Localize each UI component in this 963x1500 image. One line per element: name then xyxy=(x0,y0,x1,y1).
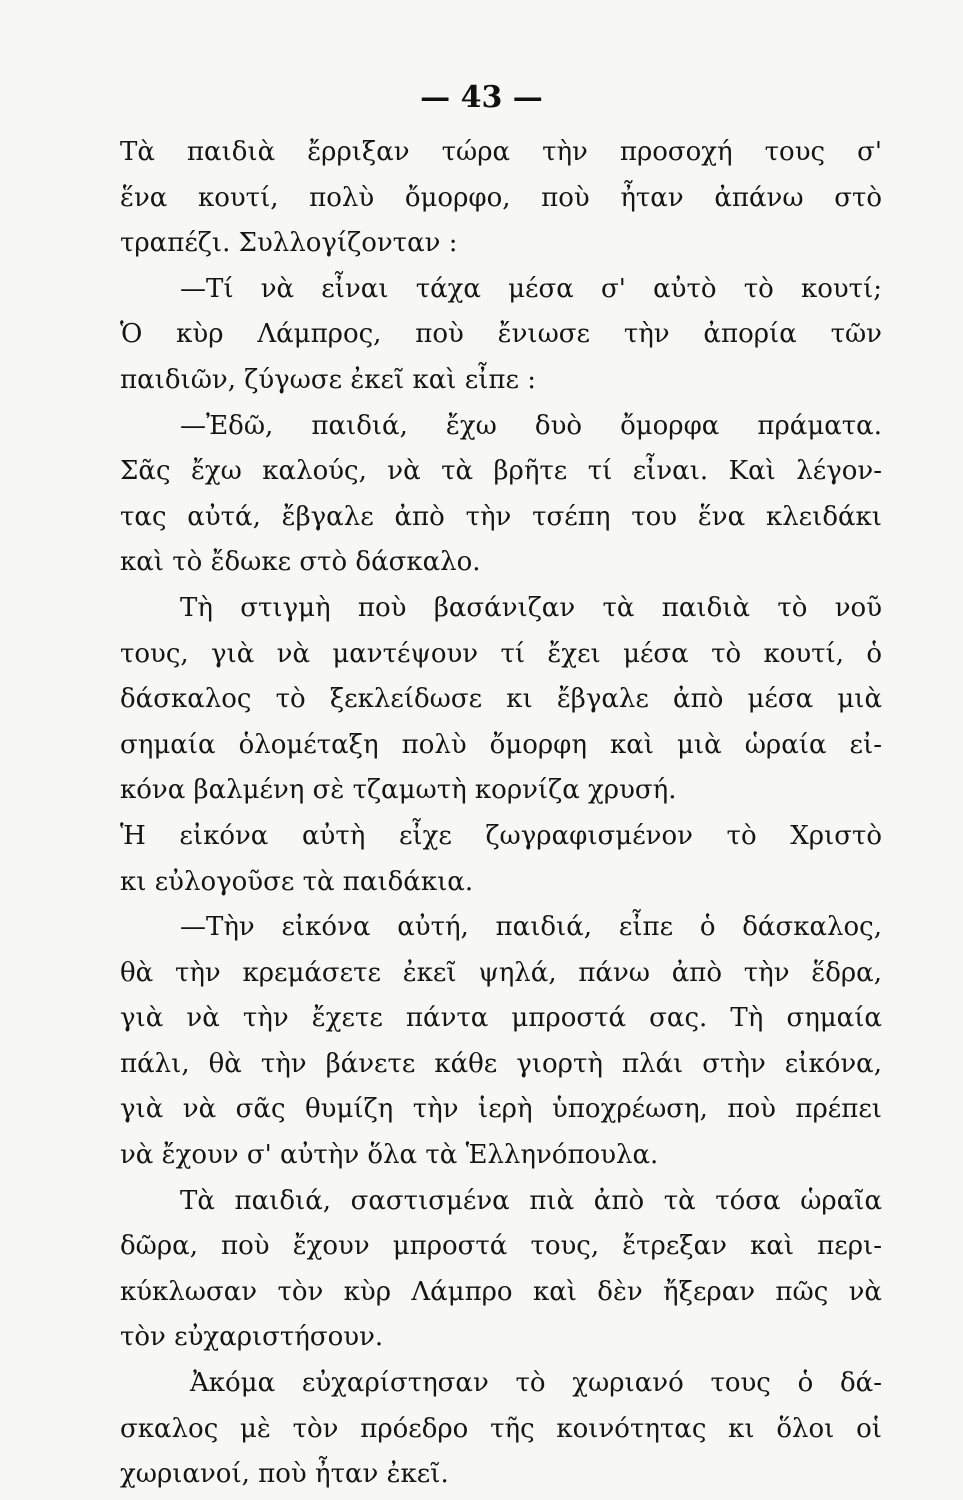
page-number: — 43 — xyxy=(420,80,543,115)
text-line: —Τί νὰ εἶναι τάχα μέσα σ' αὐτὸ τὸ κουτί; xyxy=(180,273,882,304)
text-line: πάλι, θὰ τὴν βάνετε κάθε γιορτὴ πλάι στὴν εἰκόνα, xyxy=(120,1048,882,1079)
text-line: τους, γιὰ νὰ μαντέψουν τί ἔχει μέσα τὸ κουτί, ὁ xyxy=(120,638,882,669)
text-line: Σᾶς ἔχω καλούς, νὰ τὰ βρῆτε τί εἶναι. Καὶ λέγον- xyxy=(120,456,882,487)
text-line: νὰ ἔχουν σ' αὐτὴν ὅλα τὰ Ἑλληνόπουλα. xyxy=(120,1140,659,1171)
text-line: σημαία ὁλομέταξη πολὺ ὄμορφη καὶ μιὰ ὡραία εἰ- xyxy=(120,729,882,760)
page-text xyxy=(120,130,882,1498)
text-line: δάσκαλος τὸ ξεκλείδωσε κι ἔβγαλε ἀπὸ μέσα μιὰ xyxy=(120,684,882,715)
text-line: Τὰ παιδιὰ ἔρριξαν τώρα τὴν προσοχή τους σ' xyxy=(120,137,882,167)
text-line: σκαλος μὲ τὸν πρόεδρο τῆς κοινότητας κι ὅλοι οἱ xyxy=(120,1413,882,1444)
text-line: Ἡ εἰκόνα αὐτὴ εἶχε ζωγραφισμένον τὸ Χριστὸ xyxy=(120,820,882,851)
text-line: τας αὐτά, ἔβγαλε ἀπὸ τὴν τσέπη του ἕνα κλειδάκι xyxy=(120,501,882,532)
text-line: δῶρα, ποὺ ἔχουν μπροστά τους, ἔτρεξαν καὶ περι- xyxy=(120,1231,882,1262)
text-line: καὶ τὸ ἔδωκε στὸ δάσκαλο. xyxy=(120,547,481,578)
text-line: Τὴ στιγμὴ ποὺ βασάνιζαν τὰ παιδιὰ τὸ νοῦ xyxy=(180,592,882,623)
text-line: γιὰ νὰ σᾶς θυμίζη τὴν ἱερὴ ὑποχρέωση, ποὺ πρέπει xyxy=(120,1094,882,1125)
text-line: γιὰ νὰ τὴν ἔχετε πάντα μπροστά σας. Τὴ σημαία xyxy=(120,1003,882,1034)
text-line: τὸν εὐχαριστήσουν. xyxy=(120,1322,384,1353)
text-line: χωριανοί, ποὺ ἦταν ἐκεῖ. xyxy=(120,1459,449,1490)
text-line: κόνα βαλμένη σὲ τζαμωτὴ κορνίζα χρυσή. xyxy=(120,775,677,806)
text-line: κι εὐλογοῦσε τὰ παιδάκια. xyxy=(120,866,474,897)
text-line: Τὰ παιδιά, σαστισμένα πιὰ ἀπὸ τὰ τόσα ὡραῖα xyxy=(180,1185,882,1216)
text-line: Ἀκόμα εὐχαρίστησαν τὸ χωριανό τους ὁ δά- xyxy=(190,1368,882,1399)
text-line: τραπέζι. Συλλογίζονταν : xyxy=(120,228,458,259)
text-line: θὰ τὴν κρεμάσετε ἐκεῖ ψηλά, πάνω ἀπὸ τὴν ἕδρα, xyxy=(120,957,882,988)
text-line: —Τὴν εἰκόνα αὐτή, παιδιά, εἶπε ὁ δάσκαλος, xyxy=(180,912,882,943)
text-line: —Ἐδῶ, παιδιά, ἔχω δυὸ ὄμορφα πράματα. xyxy=(180,410,882,441)
text-line: Ὁ κὺρ Λάμπρος, ποὺ ἔνιωσε τὴν ἀπορία τῶν xyxy=(120,319,882,350)
text-line: κύκλωσαν τὸν κὺρ Λάμπρο καὶ δὲν ἤξεραν πῶς νὰ xyxy=(120,1276,882,1307)
text-line: ἕνα κουτί, πολὺ ὄμορφο, ποὺ ἦταν ἀπάνω στὸ xyxy=(120,182,882,213)
text-line: παιδιῶν, ζύγωσε ἐκεῖ καὶ εἶπε : xyxy=(120,364,536,395)
